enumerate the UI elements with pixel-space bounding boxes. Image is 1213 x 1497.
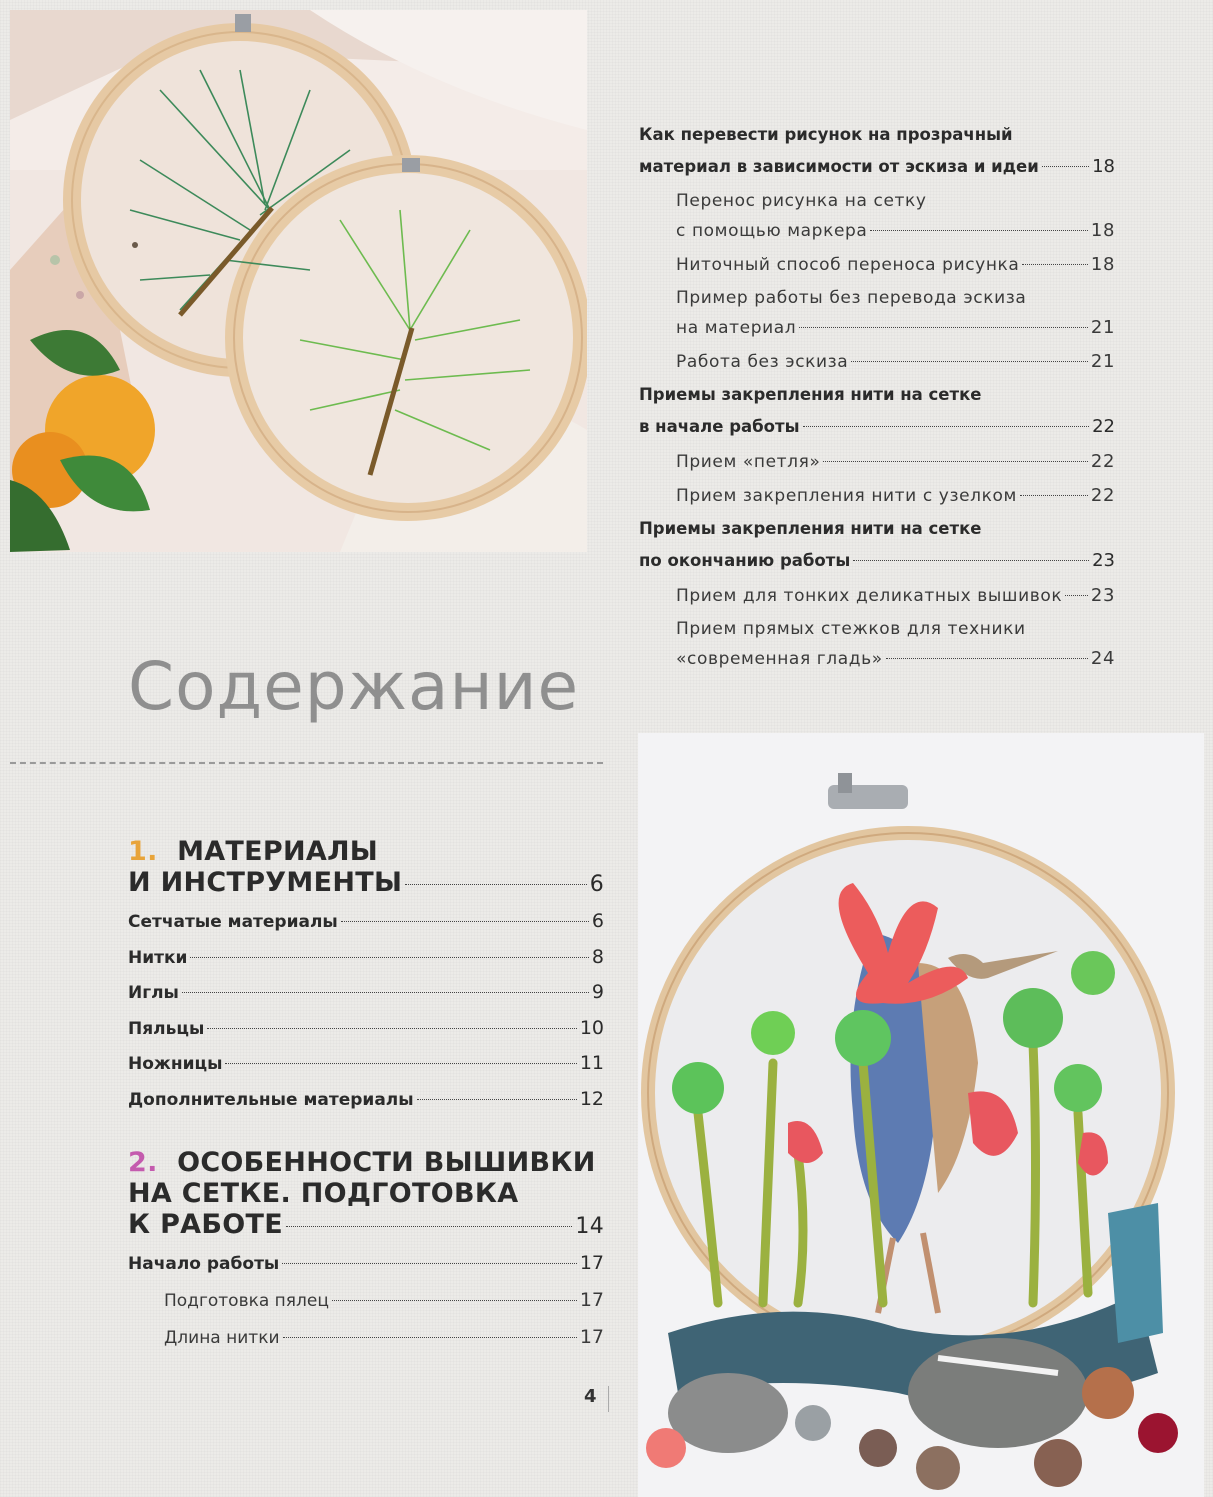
toc-subsection <box>639 447 1115 477</box>
chapter-title-line <box>128 836 604 867</box>
toc-entry-line <box>676 447 1115 477</box>
toc-entry-line <box>164 1282 604 1319</box>
toc-subsection <box>639 615 1115 674</box>
toc-dot-leader <box>283 1337 577 1338</box>
toc-entry-line <box>676 347 1115 377</box>
toc-entry-label: с помощью маркера <box>676 221 868 241</box>
toc-section <box>128 1046 604 1082</box>
toc-section <box>128 1246 604 1282</box>
toc-dot-leader <box>341 921 589 922</box>
toc-subsection <box>128 1282 604 1319</box>
toc-section <box>128 1011 604 1047</box>
toc-entry-label: на материал <box>676 318 797 338</box>
toc-dot-leader <box>1020 495 1088 496</box>
toc-entry-line <box>128 1011 604 1047</box>
toc-page-number: 18 <box>1090 220 1115 241</box>
toc-page-number: 23 <box>1090 585 1115 606</box>
toc-dot-leader <box>405 884 586 885</box>
toc-entry-label: Прием закрепления нити с узелком <box>676 486 1017 506</box>
toc-entry-label: Подготовка пялец <box>164 1290 329 1311</box>
toc-subsection <box>639 581 1115 611</box>
toc-entry-line <box>128 1046 604 1082</box>
toc-entry-line <box>639 545 1115 577</box>
toc-page-number: 21 <box>1090 351 1115 372</box>
toc-dot-leader <box>823 461 1087 462</box>
toc-entry-line <box>128 1246 604 1282</box>
toc-entry-line <box>676 216 1115 246</box>
toc-entry-label: Сетчатые материалы <box>128 912 338 932</box>
toc-page-number: 6 <box>589 872 604 897</box>
toc-page-number: 6 <box>591 910 604 932</box>
toc-entry-line <box>676 481 1115 511</box>
toc-entry-label: Пяльцы <box>128 1018 205 1039</box>
toc-entry-label: Ниточный способ переноса рисунка <box>676 255 1020 275</box>
chapter-items <box>128 1246 604 1356</box>
toc-dot-leader <box>332 1300 577 1301</box>
toc-subsection <box>639 481 1115 511</box>
toc-page-number: 12 <box>579 1087 604 1110</box>
toc-entry-label: И ИНСТРУМЕНТЫ <box>128 867 403 898</box>
toc-dot-leader <box>190 957 588 958</box>
toc-section <box>128 1082 604 1118</box>
page-number-divider <box>608 1386 609 1412</box>
toc-entry-line <box>676 250 1115 280</box>
toc-entry-text: Пример работы без перевода эскиза <box>676 288 1027 308</box>
toc-dot-leader <box>886 658 1088 659</box>
toc-dot-leader <box>282 1263 577 1264</box>
toc-dot-leader <box>207 1028 576 1029</box>
toc-page-number: 10 <box>579 1016 604 1039</box>
toc-page-number: 11 <box>579 1052 604 1074</box>
toc-entry-label: Начало работы <box>128 1254 280 1274</box>
toc-entry-label: по окончанию работы <box>639 551 851 570</box>
toc-entry-label: Прием «петля» <box>676 452 821 472</box>
toc-entry-text: Прием прямых стежков для техники <box>676 619 1026 639</box>
toc-dot-leader <box>182 992 589 993</box>
toc-entry-label: Дополнительные материалы <box>128 1089 414 1110</box>
toc-entry-label: Работа без эскиза <box>676 352 849 372</box>
toc-dot-leader <box>803 426 1090 427</box>
toc-dot-leader <box>417 1099 577 1100</box>
toc-dot-leader <box>1065 595 1088 596</box>
toc-entry-text: Приемы закрепления нити на сетке <box>639 519 982 538</box>
toc-entry-line <box>676 581 1115 611</box>
chapter-number: 1. <box>128 836 158 867</box>
toc-page-number: 14 <box>575 1214 604 1239</box>
toc-page-number: 17 <box>579 1252 604 1274</box>
chapter-title-text: ОСОБЕННОСТИ ВЫШИВКИ <box>177 1147 596 1178</box>
toc-entry-line <box>639 151 1115 183</box>
toc-subsection <box>639 347 1115 377</box>
toc-entry-text: Приемы закрепления нити на сетке <box>639 385 982 404</box>
toc-entry-line <box>676 313 1115 343</box>
toc-left-column <box>128 836 604 1356</box>
toc-entry-line <box>639 411 1115 443</box>
toc-dot-leader <box>851 361 1088 362</box>
toc-dot-leader <box>799 327 1088 328</box>
toc-entry-text: Перенос рисунка на сетку <box>676 191 927 211</box>
toc-section <box>639 513 1115 577</box>
toc-page-number: 17 <box>579 1325 604 1348</box>
toc-section <box>128 975 604 1011</box>
chapter-heading <box>128 1147 604 1242</box>
toc-page-number: 18 <box>1092 156 1115 177</box>
chapter-heading <box>128 836 604 900</box>
page-number: 4 <box>584 1386 597 1407</box>
toc-dot-leader <box>870 230 1087 231</box>
toc-page-number: 22 <box>1090 485 1115 506</box>
toc-dot-leader <box>1022 264 1087 265</box>
toc-subsection <box>128 1319 604 1356</box>
toc-section <box>128 904 604 940</box>
toc-entry-line <box>128 940 604 976</box>
toc-page-number: 18 <box>1090 254 1115 275</box>
chapter-title-line <box>128 1147 604 1178</box>
toc-page-number: 23 <box>1092 550 1115 571</box>
photo-pine-hoops <box>10 10 587 552</box>
toc-page-number: 22 <box>1092 416 1115 437</box>
toc-dot-leader <box>853 560 1089 561</box>
toc-entry-label: материал в зависимости от эскиза и идеи <box>639 157 1039 176</box>
toc-section <box>639 379 1115 443</box>
toc-entry-text: Как перевести рисунок на прозрачный <box>639 125 1013 144</box>
toc-dot-leader <box>286 1226 572 1227</box>
photo-heron-hoop <box>638 733 1204 1497</box>
toc-page-number: 8 <box>591 945 604 968</box>
toc-entry-line <box>128 1209 604 1242</box>
toc-entry-line <box>164 1319 604 1356</box>
toc-page-number: 9 <box>591 981 604 1003</box>
toc-dot-leader <box>225 1063 576 1064</box>
toc-subsection <box>639 187 1115 246</box>
chapter-title-line: НА СЕТКЕ. ПОДГОТОВКА <box>128 1178 519 1209</box>
page-title: Содержание <box>128 648 580 725</box>
toc-entry-line <box>128 975 604 1011</box>
chapter-title-text: МАТЕРИАЛЫ <box>177 836 379 867</box>
toc-entry-label: Ножницы <box>128 1054 223 1074</box>
toc-entry-label: Длина нитки <box>164 1327 280 1348</box>
toc-page-number: 17 <box>579 1288 604 1311</box>
toc-subsection <box>639 250 1115 280</box>
toc-dot-leader <box>1042 166 1089 167</box>
toc-entry-line <box>128 1082 604 1118</box>
toc-entry-label: Нитки <box>128 947 188 968</box>
chapter-number: 2. <box>128 1147 158 1178</box>
title-divider <box>10 762 603 764</box>
toc-entry-line <box>128 904 604 940</box>
chapter-items <box>128 904 604 1117</box>
toc-page-number: 24 <box>1090 648 1115 669</box>
toc-page-number: 22 <box>1090 451 1115 472</box>
toc-subsection <box>639 284 1115 343</box>
toc-page-number: 21 <box>1090 317 1115 338</box>
toc-section <box>639 119 1115 183</box>
toc-entry-label: в начале работы <box>639 417 800 436</box>
toc-entry-label: Прием для тонких деликатных вышивок <box>676 586 1063 606</box>
toc-entry-label: «современная гладь» <box>676 649 883 669</box>
toc-right-column <box>639 117 1115 674</box>
toc-entry-line <box>128 867 604 900</box>
toc-entry-label: К РАБОТЕ <box>128 1209 283 1240</box>
toc-entry-line <box>676 644 1115 674</box>
toc-entry-label: Иглы <box>128 983 179 1003</box>
toc-section <box>128 940 604 976</box>
